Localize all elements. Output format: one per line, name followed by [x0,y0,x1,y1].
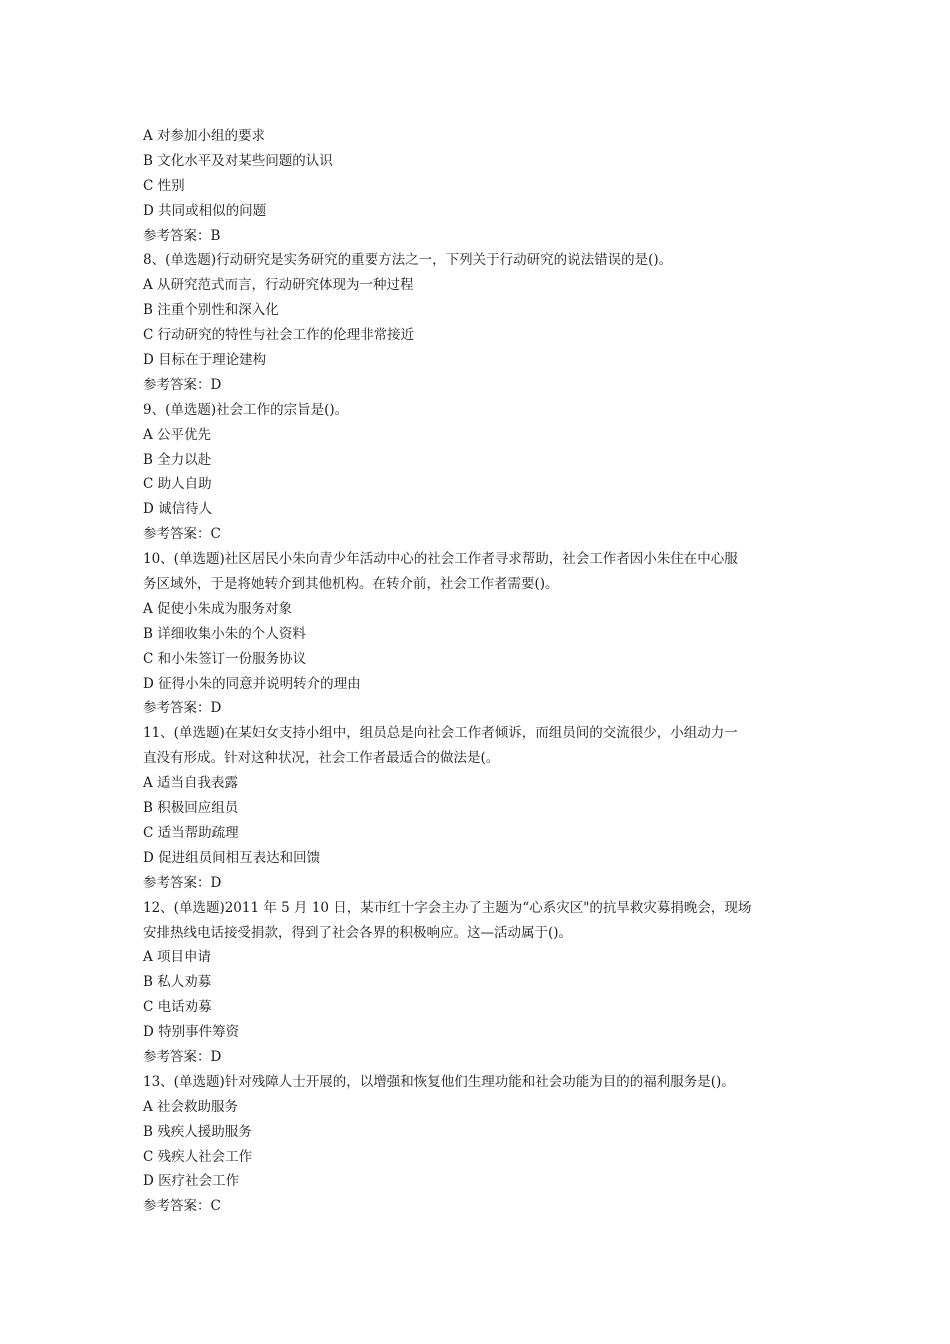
question-stem-line-1: 10、(单选题)社区居民小朱向青少年活动中心的社会工作者寻求帮助，社会工作者因小朱住在中心服 [143,551,738,568]
option-c: C 行动研究的特性与社会工作的伦理非常接近 [143,327,415,344]
answer-line: 参考答案：B [143,227,221,244]
option-c: C 和小朱签订一份服务协议 [143,650,307,667]
option-d: D 医疗社会工作 [143,1173,240,1190]
question-stem-line-1: 12、(单选题)2011 年 5 月 10 日，某市红十字会主办了主题为“心系灾区"的抗旱救灾募捐晚会，现场 [143,899,752,916]
question-9 [143,398,808,547]
option-b: B 全力以赴 [143,451,212,468]
option-a: A 适当自我表露 [143,775,239,792]
option-a: A 促使小朱成为服务对象 [143,600,293,617]
option-b: B 私人劝募 [143,974,212,991]
question-stem: 8、(单选题)行动研究是实务研究的重要方法之一，下列关于行动研究的说法错误的是()。 [143,252,673,269]
question-stem-line-2: 直没有形成。针对这种状况，社会工作者最适合的做法是(。 [143,750,500,767]
option-c: C 电话劝募 [143,999,212,1016]
option-a: A 项目申请 [143,949,212,966]
answer-line: 参考答案：C [143,1198,221,1215]
answer-line: 参考答案：D [143,1048,222,1065]
option-d: D 特别事件筹资 [143,1024,240,1041]
answer-line: 参考答案：D [143,874,222,891]
option-b: B 注重个别性和深入化 [143,302,279,319]
question-stem-line-2: 安排热线电话接受捐款，得到了社会各界的积极响应。这—活动属于()。 [143,924,573,941]
option-a: A 公平优先 [143,426,212,443]
option-d: D 征得小朱的同意并说明转介的理由 [143,675,361,692]
answer-line: 参考答案：C [143,526,221,543]
option-a: A 从研究范式而言，行动研究体现为一种过程 [143,277,414,294]
question-stem: 13、(单选题)针对残障人士开展的，以增强和恢复他们生理功能和社会功能为目的的福利服务是()。 [143,1073,735,1090]
option-b: B 详细收集小朱的个人资料 [143,625,306,642]
option-d: D 目标在于理论建构 [143,352,267,369]
question-stem-line-2: 务区域外，于是将她转介到其他机构。在转介前，社会工作者需要()。 [143,576,559,593]
option-d: D 促进组员间相互表达和回馈 [143,849,321,866]
question-stem: 9、(单选题)社会工作的宗旨是()。 [143,401,349,418]
option-c: C 残疾人社会工作 [143,1148,253,1165]
option-b: B 积极回应组员 [143,800,239,817]
option-a: A 社会救助服务 [143,1098,239,1115]
option-c: C 适当帮助疏理 [143,824,239,841]
option-b: B 文化水平及对某些问题的认识 [143,152,333,169]
option-c: C 性别 [143,177,185,194]
answer-line: 参考答案：D [143,700,222,717]
option-d: D 共同或相似的问题 [143,202,267,219]
question-7-options [143,124,808,248]
question-11 [143,721,808,895]
option-d: D 诚信待人 [143,501,213,518]
answer-line: 参考答案：D [143,376,222,393]
question-stem-line-1: 11、(单选题)在某妇女支持小组中，组员总是向社会工作者倾诉，而组员间的交流很少，小组动力一 [143,725,738,742]
option-b: B 残疾人援助服务 [143,1123,252,1140]
option-c: C 助人自助 [143,476,212,493]
option-a: A 对参加小组的要求 [143,128,266,144]
question-13 [143,1070,808,1219]
question-12 [143,896,808,1070]
question-8 [143,248,808,397]
question-10 [143,547,808,721]
document-page [143,124,808,1219]
